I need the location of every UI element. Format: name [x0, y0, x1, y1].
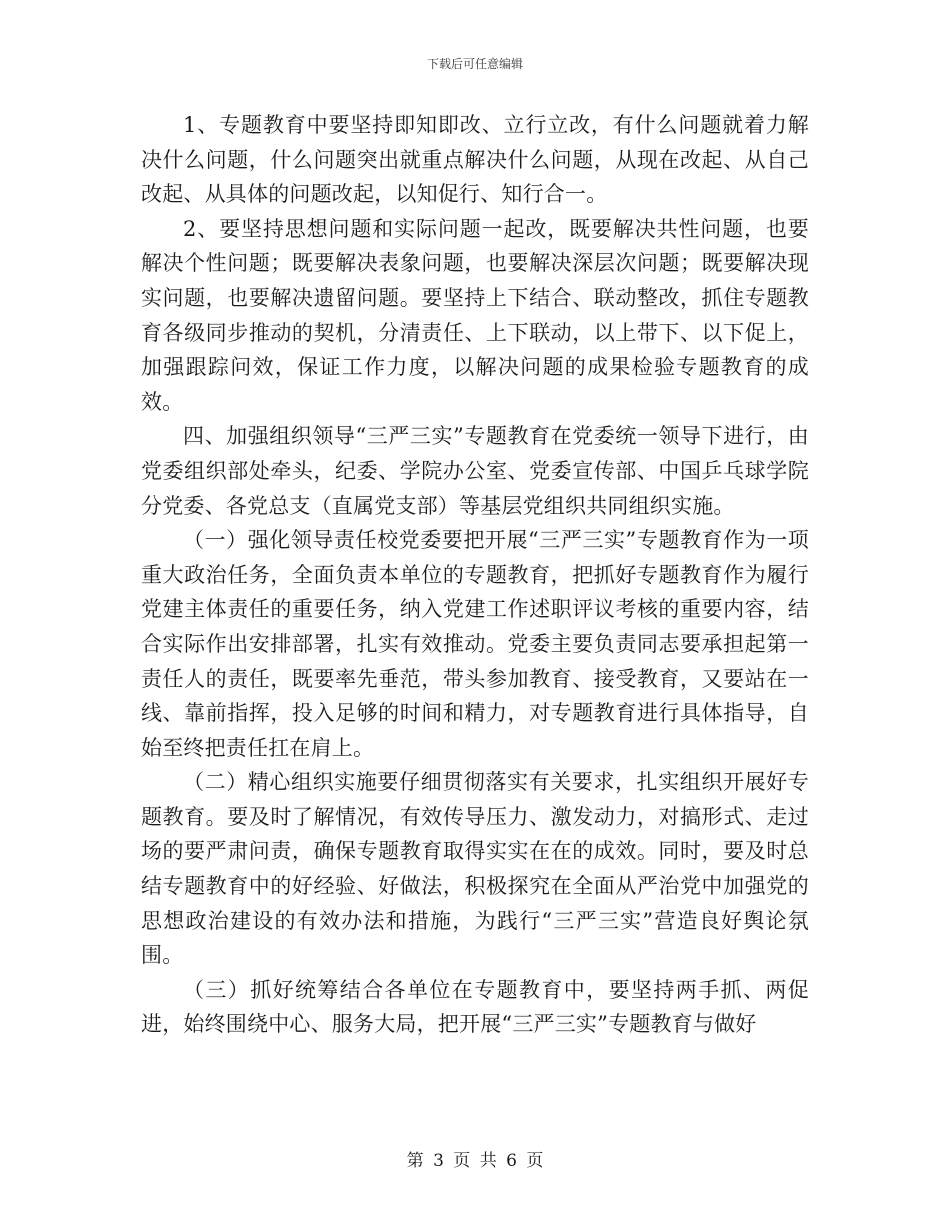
- paragraph-4: （一）强化领导责任校党委要把开展“三严三实”专题教育作为一项重大政治任务，全面负责本单位的专题教育，把抓好专题教育作为履行党建主体责任的重要任务，纳入党建工作述职评议考核的重要内容，结合实际作出安排部署，扎实有效推动。党委主要负责同志要承担起第一责任人的责任，既要率先垂范，带头参加教育、接受教育，又要站在一线、靠前指挥，投入足够的时间和精力，对专题教育进行具体指导，自始至终把责任扛在肩上。: [141, 528, 809, 760]
- paragraph-2: 2、要坚持思想问题和实际问题一起改，既要解决共性问题，也要解决个性问题；既要解决表象问题，也要解决深层次问题；既要解决现实问题，也要解决遗留问题。要坚持上下结合、联动整改，抓住专题教育各级同步推动的契机，分清责任、上下联动，以上带下、以下促上，加强跟踪问效，保证工作力度，以解决问题的成果检验专题教育的成效。: [141, 216, 809, 414]
- document-body: [141, 108, 809, 1042]
- page-number-footer: 第 3 页 共 6 页: [406, 1151, 544, 1171]
- page-header-note: 下载后可任意编辑: [426, 57, 523, 71]
- paragraph-5: （二）精心组织实施要仔细贯彻落实有关要求，扎实组织开展好专题教育。要及时了解情况，有效传导压力、激发动力，对搞形式、走过场的要严肃问责，确保专题教育取得实实在在的成效。同时，要及时总结专题教育中的好经验、好做法，积极探究在全面从严治党中加强党的思想政治建设的有效办法和措施，为践行“三严三实”营造良好舆论氛围。: [141, 770, 809, 968]
- paragraph-1: 1、专题教育中要坚持即知即改、立行立改，有什么问题就着力解决什么问题，什么问题突出就重点解决什么问题，从现在改起、从自己改起、从具体的问题改起，以知促行、知行合一。: [141, 113, 809, 207]
- paragraph-6: （三）抓好统筹结合各单位在专题教育中，要坚持两手抓、两促进，始终围绕中心、服务大局，把开展“三严三实”专题教育与做好: [141, 977, 809, 1037]
- paragraph-3: 四、加强组织领导“三严三实”专题教育在党委统一领导下进行，由党委组织部处牵头，纪委、学院办公室、党委宣传部、中国乒乓球学院分党委、各党总支（直属党支部）等基层党组织共同组织实施。: [141, 424, 809, 518]
